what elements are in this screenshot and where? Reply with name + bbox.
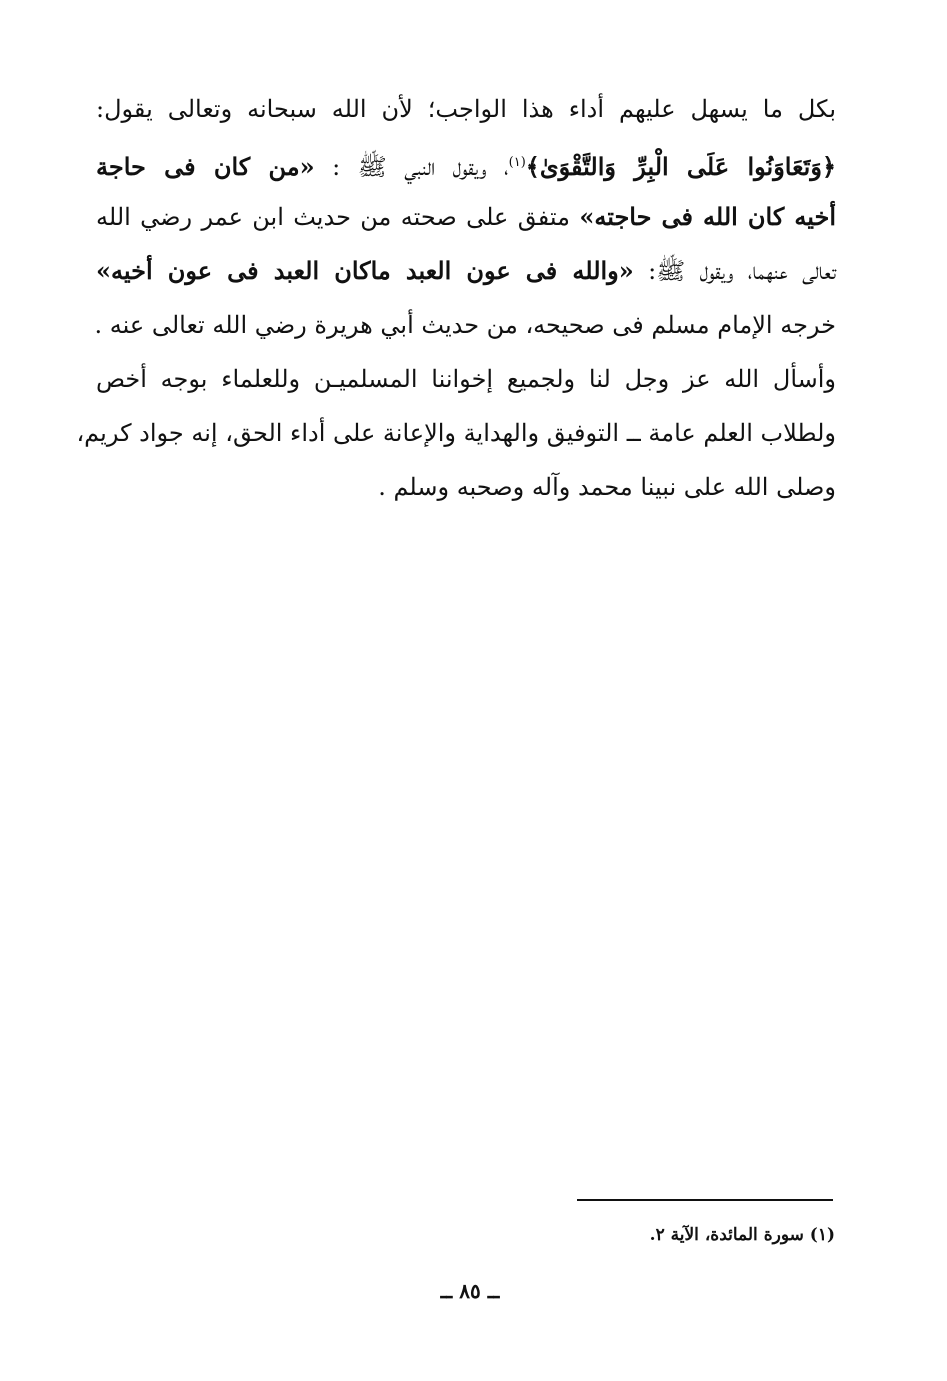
- text-line-3: [96, 194, 836, 248]
- page-number: ــ ٨٥ ــ: [440, 1279, 500, 1303]
- footnote: (١) سورة المائدة، الآية ٢.: [649, 1225, 835, 1245]
- text-line-4-plain: تعالى عنهما، ويقول ﷺ:: [633, 257, 837, 285]
- text-line-1: بكل ما يسهل عليهم أداء هذا الواجب؛ لأن الله سبحانه وتعالى يقول:: [96, 95, 836, 123]
- quran-verse: ﴿وَتَعَاوَنُوا عَلَى الْبِرِّ وَالتَّقْوَىٰ﴾: [525, 152, 837, 181]
- body-text: [76, 86, 837, 518]
- footnote-reference: (١): [508, 155, 526, 170]
- hadith-quote-1-start: «من كان فى حاجة: [96, 152, 315, 181]
- text-line-7: ولطلاب العلم عامة ــ التوفيق والهداية والإعانة على أداء الحق، إنه جواد كريم،: [76, 419, 836, 447]
- text-line-6: وأسأل الله عز وجل لنا ولجميع إخواننا المسلميـن وللعلماء بوجه أخص: [96, 365, 836, 393]
- text-line-2-plain: ، ويقول النبي ﷺ :: [314, 153, 509, 181]
- text-line-5: خرجه الإمام مسلم فى صحيحه، من حديث أبي هريرة رضي الله تعالى عنه .: [94, 311, 836, 339]
- text-line-3-plain: متفق على صحته من حديث ابن عمر رضي الله: [96, 203, 580, 231]
- footnote-separator: [577, 1199, 833, 1201]
- hadith-quote-1-end: أخيه كان الله فى حاجته»: [579, 202, 836, 231]
- hadith-quote-2: «والله فى عون العبد ماكان العبد فى عون أخيه»: [96, 256, 634, 285]
- text-line-4: [96, 248, 836, 302]
- text-line-2: [96, 140, 836, 194]
- text-line-8: وصلى الله على نبينا محمد وآله وصحبه وسلم .: [378, 473, 836, 501]
